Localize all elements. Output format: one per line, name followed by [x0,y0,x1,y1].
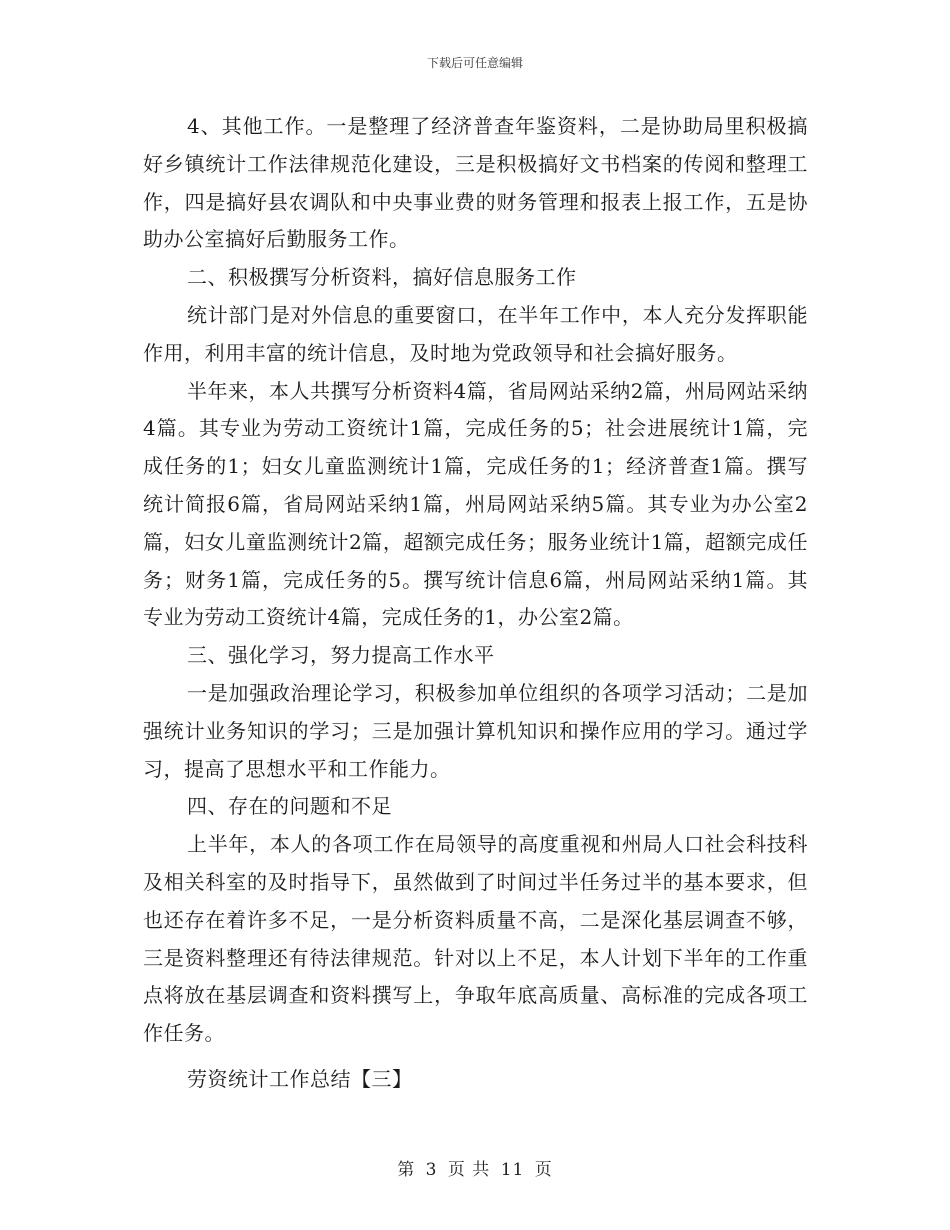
paragraph-study: 一是加强政治理论学习，积极参加单位组织的各项学习活动；二是加强统计业务知识的学习；三是加强计算机知识和操作应用的学习。通过学习，提高了思想水平和工作能力。 [143,680,808,781]
section-heading-3: 三、强化学习，努力提高工作水平 [187,643,495,668]
document-body [143,108,808,1099]
paragraph-other-work: 4、其他工作。一是整理了经济普查年鉴资料，二是协助局里积极搞好乡镇统计工作法律规范化建设，三是积极搞好文书档案的传阅和整理工作，四是搞好县农调队和中央事业费的财务管理和报表上报工作，五是协助办公室搞好后勤服务工作。 [143,114,808,252]
paragraph-problems: 上半年，本人的各项工作在局领导的高度重视和州局人口社会科技科及相关科室的及时指导下，虽然做到了时间过半任务过半的基本要求，但也还存在着许多不足，一是分析资料质量不高，二是深化基层调查不够，三是资料整理还有待法律规范。针对以上不足，本人计划下半年的工作重点将放在基层调查和资料撰写上，争取年底高质量、高标准的完成各项工作任务。 [143,832,808,1046]
paragraph-half-year-output: 半年来，本人共撰写分析资料4篇，省局网站采纳2篇，州局网站采纳4篇。其专业为劳动工资统计1篇，完成任务的5；社会进展统计1篇，完成任务的1；妇女儿童监测统计1篇，完成任务的1；经济普查1篇。撰写统计简报6篇，省局网站采纳1篇，州局网站采纳5篇。其专业为办公室2篇，妇女儿童监测统计2篇，超额完成任务；服务业统计1篇，超额完成任务；财务1篇，完成任务的5。撰写统计信息6篇，州局网站采纳1篇。其专业为劳动工资统计4篇，完成任务的1，办公室2篇。 [143,378,808,630]
summary-title-three: 劳资统计工作总结【三】 [187,1066,413,1091]
current-page-number: 3 [425,1160,438,1180]
section-heading-4: 四、存在的问题和不足 [187,794,392,819]
page-suffix: 页 [534,1160,553,1180]
section-heading-2: 二、积极撰写分析资料，搞好信息服务工作 [187,265,577,290]
page-prefix: 第 [397,1160,416,1180]
header-note: 下载后可任意编辑 [426,56,523,70]
total-pages-number: 11 [500,1160,525,1180]
paragraph-info-window: 统计部门是对外信息的重要窗口，在半年工作中，本人充分发挥职能作用，利用丰富的统计信息，及时地为党政领导和社会搞好服务。 [143,302,808,365]
page-number-footer [0,1155,950,1180]
page-mid-label: 页 共 [447,1160,491,1180]
